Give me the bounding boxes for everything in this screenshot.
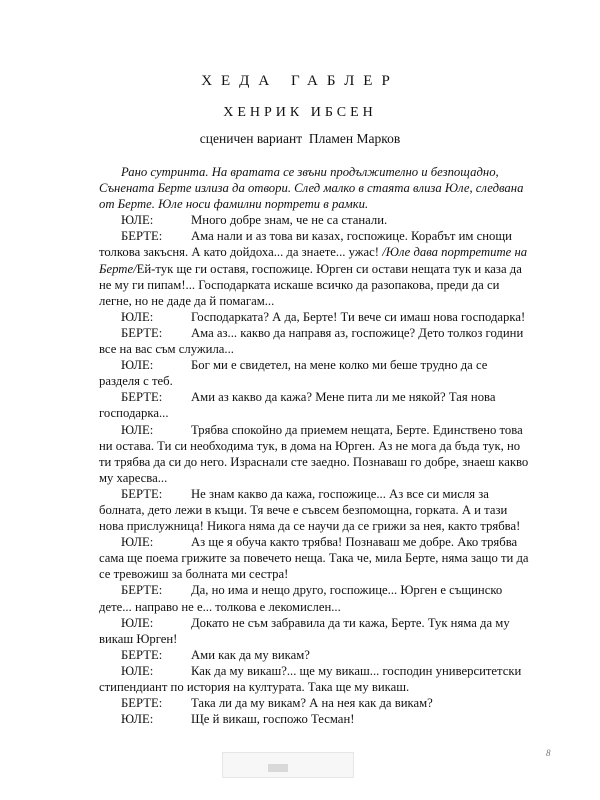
dialogue-text: Така ли да му викам? А на нея как да викам?: [191, 696, 433, 711]
adaptation-credit: сценичен вариант Пламен Марков: [199, 131, 401, 146]
dialogue-text: Ами аз какво да кажа? Мене пита ли ме някой? Тая нова господарка...: [99, 390, 496, 421]
dialogue-text: Ей-тук ще ги оставя, госпожице. Юрген си остави нещата тук и каза да не му ги пипам!... Господарката искаше всичко да разопакова, преди да си легне, но не даде да й помагам...: [99, 261, 522, 308]
speaker-name: БЕРТЕ:: [121, 325, 163, 340]
speaker-name: ЮЛЕ:: [121, 422, 154, 437]
dialogue-line: [99, 228, 529, 308]
speaker-name: ЮЛЕ:: [121, 712, 154, 727]
speaker-name: БЕРТЕ:: [121, 390, 163, 405]
dialogue-text: Как да му викаш?... ще му викаш... господин университетски стипендиант по история на културата. Така ще му викаш.: [99, 663, 522, 694]
dialogue-text: Ама нали и аз това ви казах, госпожице. Корабът им снощи толкова закъсня. А като дойдоха... да знаете... ужас!: [99, 229, 512, 260]
scan-footer-tab: [268, 764, 288, 772]
speaker-name: БЕРТЕ:: [121, 486, 163, 501]
speaker-name: ЮЛЕ:: [121, 213, 154, 228]
dialogue-text: Докато не съм забравила да ти кажа, Берте. Тук няма да му викаш Юрген!: [99, 615, 510, 646]
dialogue-text: Бог ми е свидетел, на мене колко ми беше трудно да се разделя с теб.: [99, 358, 488, 389]
dialogue-text: Не знам какво да кажа, госпожице... Аз все си мисля за болната, дето лежи в къщи. Тя вече е съвсем безпомощна, горката. А и тази нова прислужница! Никога няма да се научи да се грижи за нея, както трябва!: [99, 486, 521, 534]
speaker-name: БЕРТЕ:: [121, 229, 163, 244]
speaker-name: ЮЛЕ:: [121, 309, 154, 324]
speaker-name: ЮЛЕ:: [121, 358, 154, 373]
dialogue-text: Ама аз... какво да направя аз, госпожице? Дето толкоз години все на вас съм служила...: [99, 325, 524, 357]
speaker-name: ЮЛЕ:: [121, 535, 154, 550]
dialogue-line: [99, 582, 529, 614]
opening-stage-direction: Рано сутринта. На вратата се звъни продължително и безпощадно, Сънената Берте излиза да отвори. След малко в стаята влиза Юле, следвана от Берте. Юле носи фамилни портрети в рамки.: [99, 165, 524, 212]
dialogue-line: [99, 663, 529, 695]
page-corner-mark: 8: [546, 748, 551, 758]
inline-stage-direction: /Юле дава портретите на Берте/: [99, 245, 528, 276]
dialogue-line: [99, 711, 529, 727]
dialogue-line: [99, 357, 529, 389]
dialogue-text: Да, но има и нещо друго, госпожице... Юрген е същинско дете... направо не е... толкова е лекомислен...: [99, 583, 503, 614]
dialogue-line: [99, 422, 529, 486]
dialogue-line: [99, 212, 529, 228]
play-author: ХЕНРИК ИБСЕН: [223, 105, 377, 120]
speaker-name: БЕРТЕ:: [121, 583, 163, 598]
dialogue-text: Много добре знам, че не са станали.: [191, 213, 388, 228]
speaker-name: БЕРТЕ:: [121, 696, 163, 711]
dialogue-text: Ще й викаш, госпожо Тесман!: [191, 712, 355, 727]
dialogue-text: Ами как да му викам?: [191, 647, 310, 662]
dialogue-line: [99, 615, 529, 647]
dialogue-text: Аз ще я обуча както трябва! Познаваш ме добре. Ако трябва сама ще поема грижите за повечето неща. Така че, мила Берте, няма защо ти да се тревожиш за болната ми сестра!: [99, 535, 529, 582]
dialogue-line: [99, 486, 529, 534]
dialogue-line: [99, 695, 529, 711]
scan-footer-mark: [222, 752, 354, 778]
dialogue-line: [99, 534, 529, 582]
dialogue-line: [99, 325, 529, 357]
speaker-name: ЮЛЕ:: [121, 663, 154, 678]
dialogue-line: [99, 309, 529, 325]
script-body: [99, 164, 529, 727]
speaker-name: ЮЛЕ:: [121, 615, 154, 630]
speaker-name: БЕРТЕ:: [121, 647, 163, 662]
dialogue-text: Трябва спокойно да приемем нещата, Берте. Единствено това ни остава. Ти си необходима тук, в дома на Юрген. Аз не мога да бъда тук, но ти трябва да си до него. Израснали сте заедно. Познаваш го добре, знаеш какво му харесва...: [99, 422, 529, 485]
play-title: ХЕДА ГАБЛЕР: [201, 73, 399, 89]
dialogue-line: [99, 389, 529, 421]
dialogue-text: Господарката? А да, Берте! Ти вече си имаш нова господарка!: [191, 309, 526, 324]
dialogue-line: [99, 647, 529, 663]
